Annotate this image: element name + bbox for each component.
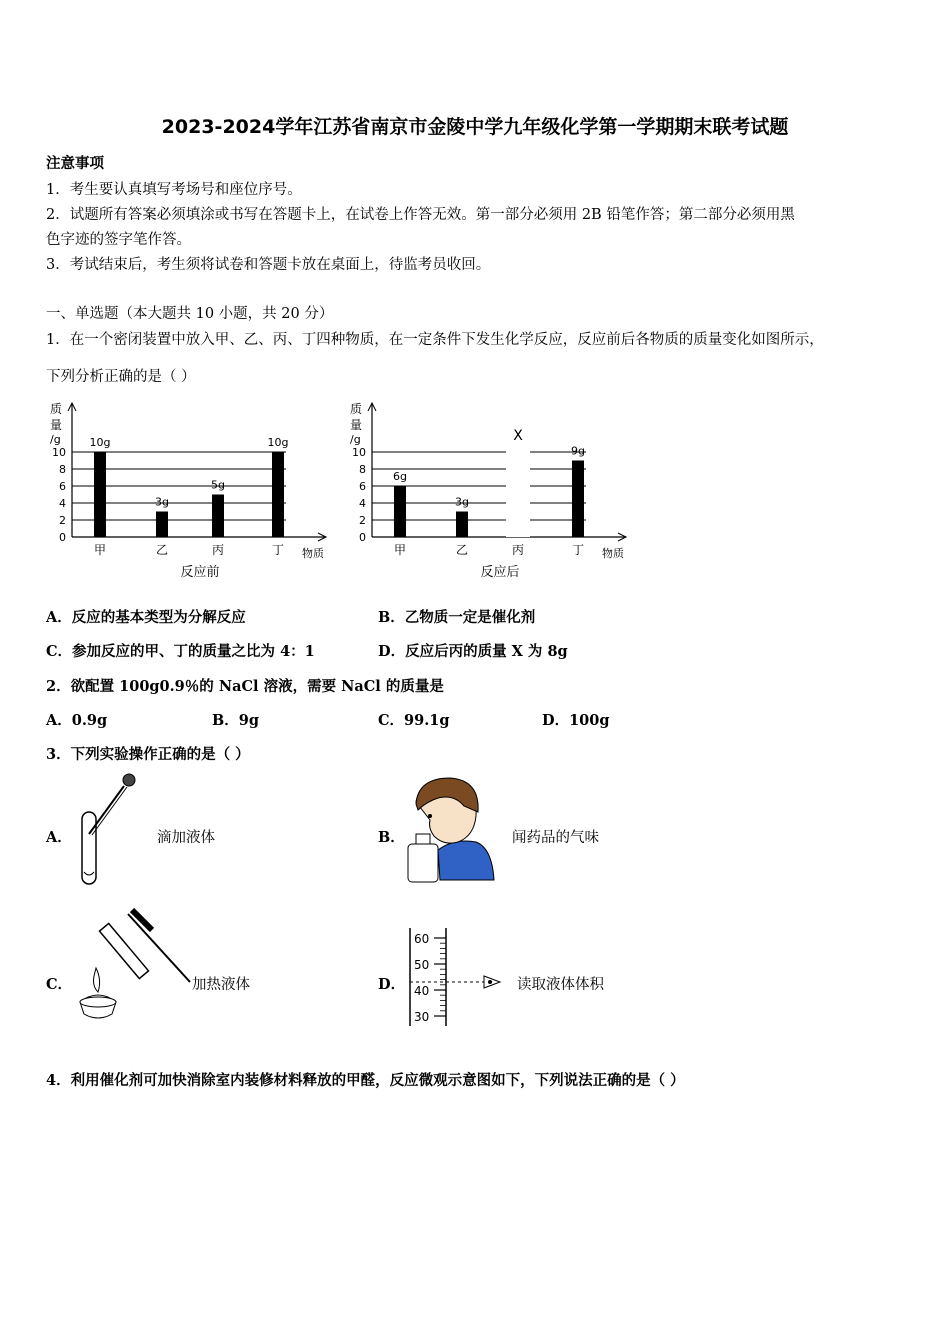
y-axis-label: 量: [50, 418, 63, 432]
q1-option-b: B．乙物质一定是催化剂: [378, 609, 536, 626]
q2-option-a: A．0.9g: [46, 712, 108, 729]
x-tick-label: 甲: [93, 543, 107, 557]
data-label: 3g: [155, 495, 169, 509]
page-title: 2023-2024学年江苏省南京市金陵中学九年级化学第一学期期末联考试题: [161, 116, 789, 138]
heating-liquid-icon: [72, 906, 192, 1028]
bar-甲: [394, 486, 406, 537]
q3-option-c-letter: C．: [46, 976, 73, 993]
notice-heading: 注意事项: [46, 155, 104, 172]
chart-title: 反应前: [180, 565, 220, 580]
section-heading: 一、单选题（本大题共 10 小题，共 20 分）: [46, 306, 334, 322]
scale-label: 50: [414, 958, 430, 972]
bar-丙: [212, 495, 224, 538]
y-axis-label: /g: [350, 433, 361, 446]
q2-option-b: B．9g: [212, 712, 259, 729]
y-axis-label: 量: [350, 418, 363, 432]
scale-label: 30: [414, 1010, 430, 1024]
bar-丁: [272, 452, 284, 537]
y-tick-label: 10: [52, 446, 66, 459]
q3-option-c-caption: 加热液体: [192, 977, 250, 993]
notice-item-3: 3．考试结束后，考生须将试卷和答题卡放在桌面上，待监考员收回。: [46, 257, 491, 273]
x-tick-label: 乙: [155, 543, 169, 557]
q3-option-b-caption: 闻药品的气味: [512, 830, 599, 846]
q3-option-a-caption: 滴加液体: [157, 830, 215, 846]
y-axis-label: 质: [50, 402, 63, 416]
x-tick-label: 丙: [211, 543, 225, 557]
y-tick-label: 4: [59, 497, 66, 510]
notice-item-2: 2．试题所有答案必须填涂或书写在答题卡上，在试卷上作答无效。第一部分必须用 2B 铅笔作答；第二部分必须用黑: [46, 207, 795, 223]
q1-option-a: A．反应的基本类型为分解反应: [46, 609, 246, 626]
scale-label: 40: [414, 984, 430, 998]
x-tick-label: 丁: [571, 543, 585, 557]
chart-title: 反应后: [480, 565, 520, 580]
y-axis-label: /g: [50, 433, 61, 446]
y-tick-label: 0: [359, 531, 366, 544]
x-tick-label: 乙: [455, 543, 469, 557]
bar-甲: [94, 452, 106, 537]
y-axis-label: 质: [350, 402, 363, 416]
q2-stem: 2．欲配置 100g0.9％的 NaCl 溶液，需要 NaCl 的质量是: [46, 678, 444, 695]
q1-option-c: C．参加反应的甲、丁的质量之比为 4：1: [46, 643, 315, 660]
bar-乙: [456, 512, 468, 538]
dropper-icon: [72, 772, 142, 890]
q2-option-d: D．100g: [542, 712, 610, 729]
q1-stem-line2: 下列分析正确的是（ ）: [46, 369, 196, 385]
y-tick-label: 2: [59, 514, 66, 527]
y-tick-label: 10: [352, 446, 366, 459]
data-label: X: [513, 428, 523, 444]
q3-option-b-letter: B．: [378, 829, 405, 846]
x-axis-label: 物质: [302, 547, 324, 560]
y-tick-label: 6: [59, 480, 66, 493]
x-tick-label: 甲: [393, 543, 407, 557]
smelling-person-icon: [404, 776, 500, 886]
notice-item-1: 1．考生要认真填写考场号和座位序号。: [46, 182, 302, 198]
data-label: 5g: [211, 478, 225, 492]
bar-gap-丙: [506, 438, 530, 537]
chart-after: [340, 395, 640, 587]
q1-option-d: D．反应后丙的质量 X 为 8g: [378, 643, 568, 660]
data-label: 10g: [89, 436, 111, 449]
x-tick-label: 丙: [511, 543, 525, 557]
data-label: 6g: [393, 470, 407, 483]
y-tick-label: 0: [59, 531, 66, 544]
q3-option-d-letter: D．: [378, 976, 406, 993]
q1-stem-line1: 1．在一个密闭装置中放入甲、乙、丙、丁四种物质，在一定条件下发生化学反应，反应前后各物质的质量变化如图所示，: [46, 332, 824, 348]
x-axis-label: 物质: [602, 547, 624, 560]
data-label: 3g: [455, 495, 469, 509]
y-tick-label: 8: [59, 463, 66, 476]
q4-stem: 4．利用催化剂可加快消除室内装修材料释放的甲醛，反应微观示意图如下，下列说法正确的是（ ）: [46, 1072, 685, 1089]
bar-乙: [156, 512, 168, 538]
q3-option-d-caption: 读取液体体积: [517, 977, 604, 993]
q3-stem: 3．下列实验操作正确的是（ ）: [46, 746, 250, 763]
q3-option-a-letter: A．: [46, 829, 72, 846]
data-label: 10g: [267, 436, 289, 449]
y-tick-label: 4: [359, 497, 366, 510]
notice-item-2-cont: 色字迹的签字笔作答。: [46, 232, 191, 248]
y-tick-label: 6: [359, 480, 366, 493]
bar-丁: [572, 461, 584, 538]
chart-before: [40, 395, 340, 587]
y-tick-label: 8: [359, 463, 366, 476]
q2-option-c: C．99.1g: [378, 712, 450, 729]
graduated-cylinder-icon: [404, 924, 508, 1030]
x-tick-label: 丁: [271, 543, 285, 557]
y-tick-label: 2: [359, 514, 366, 527]
scale-label: 60: [414, 932, 430, 946]
data-label: 9g: [571, 444, 585, 458]
